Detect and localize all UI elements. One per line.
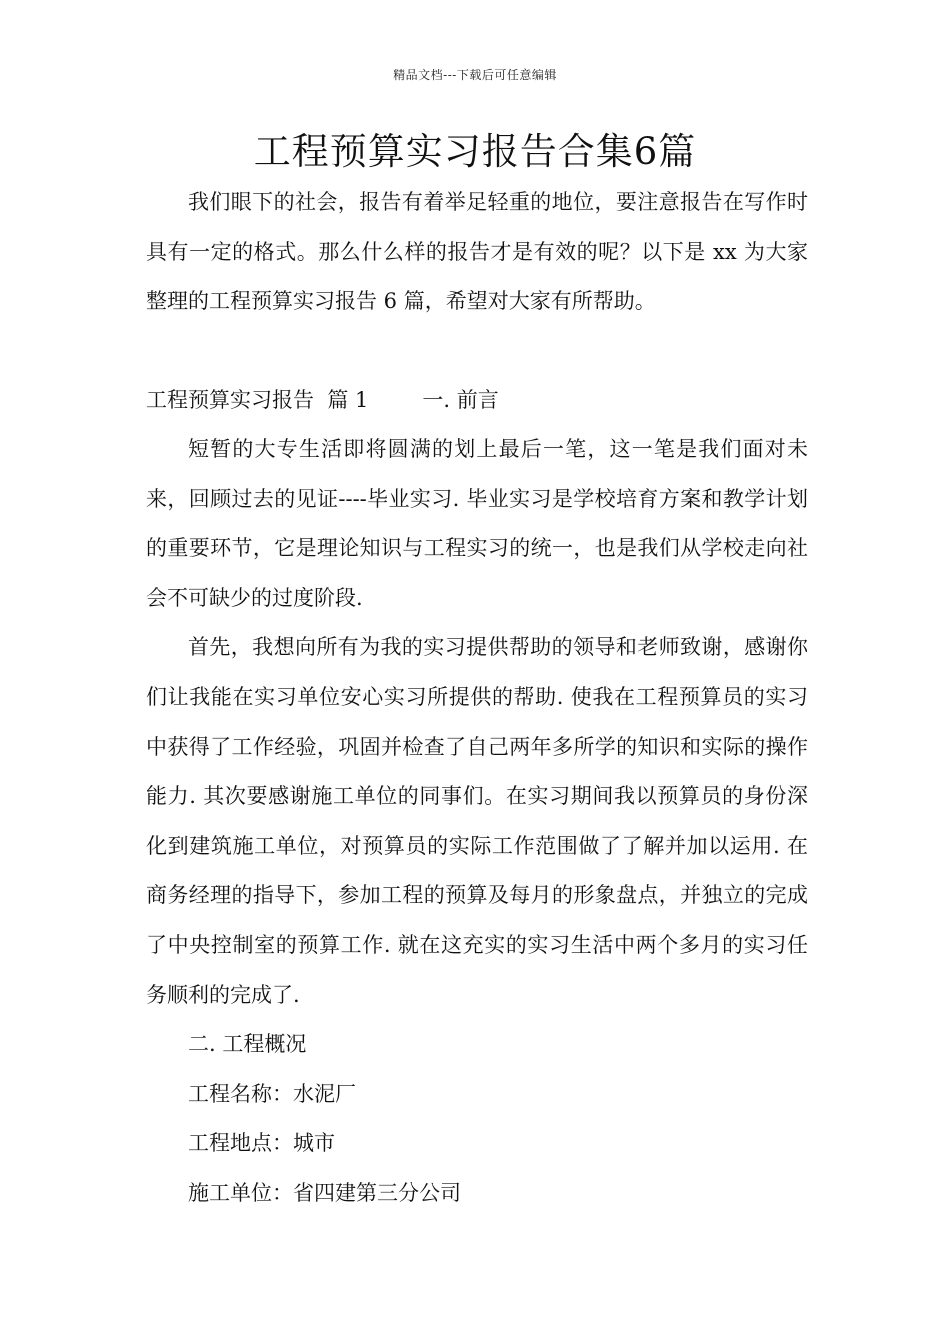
- section-subheading: 一. 前言: [422, 388, 499, 412]
- intro-text: 我们眼下的社会，报告有着举足轻重的地位，要注意报告在写作时具有一定的格式。那么什么样的报告才是有效的呢？以下是 xx 为大家整理的工程预算实习报告 6 篇，希望对大家有所帮助。: [146, 190, 808, 314]
- overview-item: 工程地点：城市: [188, 1131, 335, 1156]
- header-note: 精品文档---下载后可任意编辑: [393, 68, 557, 82]
- overview-heading: 二. 工程概况: [188, 1032, 307, 1057]
- body-paragraph: 首先，我想向所有为我的实习提供帮助的领导和老师致谢，感谢你们让我能在实习单位安心实习所提供的帮助. 使我在工程预算员的实习中获得了工作经验，巩固并检查了自己两年多所学的知识和实际的操作能力. 其次要感谢施工单位的同事们。在实习期间我以预算员的身份深化到建筑施工单位，对预算员的实际工作范围做了了解并加以运用. 在商务经理的指导下，参加工程的预算及每月的形象盘点，并独立的完成了中央控制室的预算工作. 就在这充实的实习生活中两个多月的实习任务顺利的完成了.: [146, 635, 808, 1007]
- section-body: [146, 425, 808, 1219]
- intro-paragraph: [146, 178, 808, 327]
- overview-item: 施工单位：省四建第三分公司: [188, 1180, 461, 1205]
- section-heading: 工程预算实习报告 篇 1: [146, 388, 369, 412]
- document-title: 工程预算实习报告合集6篇: [253, 130, 697, 173]
- overview-item: 工程名称：水泥厂: [188, 1081, 356, 1106]
- body-paragraph: 短暂的大专生活即将圆满的划上最后一笔，这一笔是我们面对未来，回顾过去的见证----毕业实习. 毕业实习是学校培育方案和教学计划的重要环节，它是理论知识与工程实习的统一，也是我们从学校走向社会不可缺少的过度阶段.: [146, 437, 808, 610]
- section-heading-row: [146, 376, 808, 426]
